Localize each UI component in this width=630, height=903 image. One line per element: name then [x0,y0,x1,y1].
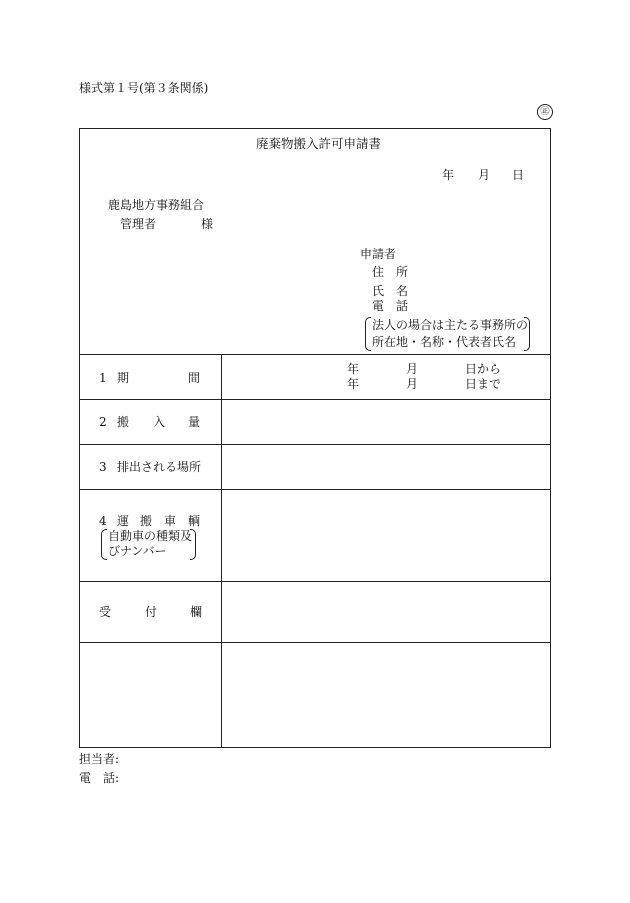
period-from-year: 年 [347,362,360,376]
row-number: 4 [99,514,107,528]
period-label-a: 期 [117,371,130,385]
vehicle-note-line1: 自動車の種類及 [108,529,193,543]
applicant-label: 申請者 [360,247,397,261]
bracket-left [101,529,107,560]
reception-label-b: 付 [145,605,158,619]
addressee-honorific: 様 [201,217,214,231]
applicant-name-label: 氏 名 [372,284,409,298]
reception-label-a: 受 [99,605,112,619]
vehicle-label-b: 搬 [140,514,153,528]
period-label-b: 間 [188,371,201,385]
reception-label-c: 欄 [190,605,203,619]
amount-label-b: 入 [153,415,166,429]
date-year: 年 [442,168,455,182]
applicant-phone-label: 電 話 [372,299,409,313]
divider [80,399,550,400]
source-label: 排出される場所 [117,460,202,474]
vehicle-label-a: 運 [117,514,130,528]
date-month: 月 [478,168,491,182]
vehicle-label-c: 車 [164,514,177,528]
vehicle-label-d: 輌 [188,514,201,528]
period-to-day: 日まで [465,377,502,391]
bracket-left [365,317,371,351]
row-number: 1 [99,371,107,385]
applicant-note-line2: 所在地・名称・代表者氏名 [372,335,517,349]
form-number: 様式第１号(第３条関係) [79,81,209,95]
applicant-note-line1: 法人の場合は主たる事務所の [372,318,529,332]
period-to-year: 年 [347,377,360,391]
addressee-organization: 鹿島地方事務組合 [108,198,205,212]
divider [80,354,550,355]
vehicle-note-line2: びナンバー [108,544,167,558]
addressee-title: 管理者 [120,217,157,231]
footer-phone-label: 電 話: [79,771,120,785]
column-divider [221,354,222,747]
row-number: 2 [99,415,107,429]
divider [80,581,550,582]
divider [80,444,550,445]
period-from-month: 月 [406,362,419,376]
row-number: 3 [99,460,107,474]
divider [80,489,550,490]
seal-icon: ㊣ [537,104,553,120]
form-title: 廃棄物搬入許可申請書 [256,136,382,151]
period-to-month: 月 [406,377,419,391]
applicant-address-label: 住 所 [372,265,409,279]
amount-label-c: 量 [188,415,201,429]
person-in-charge-label: 担当者: [79,752,120,766]
divider [80,642,550,643]
date-day: 日 [512,168,525,182]
period-from-day: 日から [465,362,502,376]
amount-label-a: 搬 [117,415,130,429]
